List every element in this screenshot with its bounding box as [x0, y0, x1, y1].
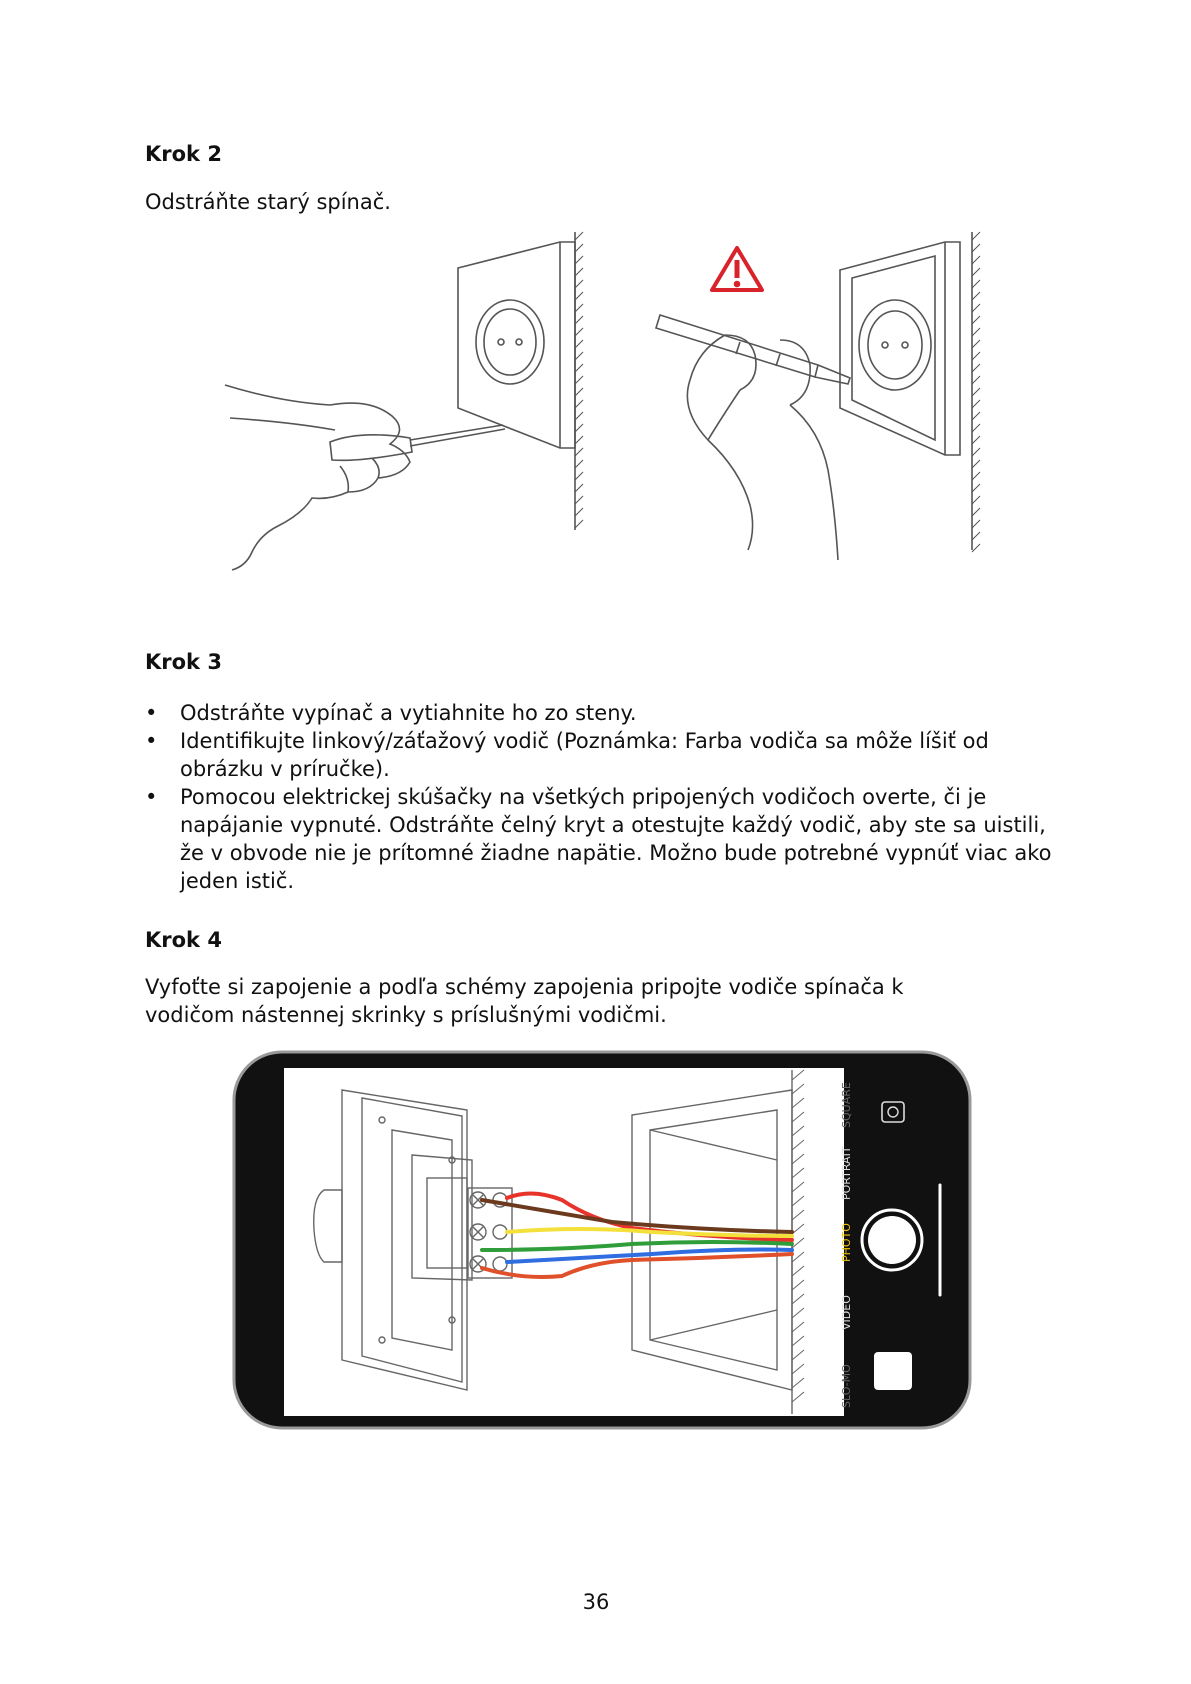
phone-camera-illustration [232, 1050, 972, 1430]
bullet-text: Identifikujte linkový/záťažový vodič (Poznámka: Farba vodiča sa môže líšiť od obrázku v príručke). [180, 729, 989, 781]
mode-video[interactable]: VIDEO [840, 1295, 853, 1330]
list-item [145, 727, 1075, 783]
bullet-icon: • [145, 785, 158, 809]
step4-heading: Krok 4 [145, 928, 222, 952]
bullet-text: Odstráňte vypínač a vytiahnite ho zo steny. [180, 701, 637, 725]
bullet-text: Pomocou elektrickej skúšačky na všetkých pripojených vodičoch overte, či je napájanie vypnuté. Odstráňte čelný kryt a otestujte každý vodič, aby ste sa uistili, že v obvode nie je prítomné žiadne napätie. Možno bude potrebné vypnúť viac ako jeden istič. [180, 785, 1052, 893]
step3-heading: Krok 3 [145, 650, 222, 674]
mode-portrait[interactable]: PORTRAIT [840, 1146, 853, 1200]
step2-text: Odstráňte starý spínač. [145, 190, 391, 214]
step2-heading: Krok 2 [145, 142, 222, 166]
page-number: 36 [582, 1590, 610, 1614]
gallery-thumbnail[interactable] [874, 1352, 912, 1390]
shutter-button[interactable] [862, 1210, 922, 1270]
mode-photo[interactable]: PHOTO [840, 1223, 853, 1262]
bullet-icon: • [145, 701, 158, 725]
list-item [145, 783, 1075, 895]
step4-text: Vyfoťte si zapojenie a podľa schémy zapojenia pripojte vodiče spínača k vodičom nástennej skrinky s príslušnými vodičmi. [145, 975, 904, 1027]
step3-bullet-list [145, 699, 1075, 895]
mode-slo-mo[interactable]: SLO-MO [840, 1364, 853, 1408]
list-item [145, 699, 1075, 727]
remove-switch-illustration [220, 230, 1010, 590]
mode-square[interactable]: SQUARE [840, 1082, 853, 1128]
bullet-icon: • [145, 729, 158, 753]
